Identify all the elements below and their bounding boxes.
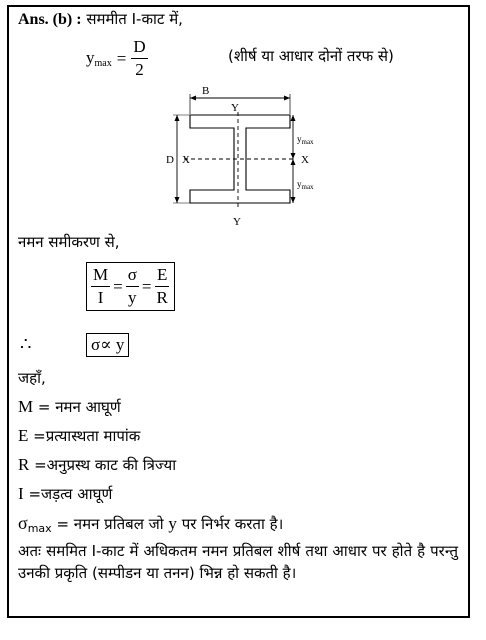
therefore-symbol: ∴ xyxy=(20,334,32,354)
definition-i: I =जड़त्व आघूर्ण xyxy=(18,484,113,503)
label-ymax-bottom: $y_{max}$ xyxy=(297,179,314,191)
equals-sign: = xyxy=(113,276,123,296)
label-d: D xyxy=(166,154,174,166)
answer-intro: सममीत I-काट में, xyxy=(86,10,183,28)
ymax-note: (शीर्ष या आधार दोनों तरफ से) xyxy=(228,47,394,65)
bending-heading: नमन समीकरण से, xyxy=(18,233,120,251)
proportional-relation: σ∝ y xyxy=(86,333,129,357)
ymax-symbol: $y_{max}$ xyxy=(86,48,112,69)
m-over-i-fraction: $\frac{M}{I}$ xyxy=(93,265,109,307)
arrow-head-icon xyxy=(291,197,296,203)
definition-e: E =प्रत्यास्थता मापांक xyxy=(18,426,141,445)
definition-m: M = नमन आघूर्ण xyxy=(18,397,121,416)
arrow-head-icon xyxy=(175,197,180,203)
answer-line xyxy=(18,9,183,29)
where-label: जहाँ, xyxy=(18,369,46,387)
conclusion-paragraph: अतः सममित I-काट में अधिकतम नमन प्रतिबल शीर्ष तथा आधार पर होते है परन्तु उनकी प्रकृति (सम्पीडन या तनन) भिन्न हो सकती है। xyxy=(18,542,458,582)
equals-sign: = xyxy=(116,48,127,68)
fraction-numerator: D xyxy=(131,36,147,59)
equals-sign: = xyxy=(141,276,152,296)
label-b: B xyxy=(202,85,210,97)
definition-sigma-max: $\sigma_{max}$ = नमन प्रतिबल जो y पर निर्भर करता है। xyxy=(18,513,284,535)
d-over-2-fraction xyxy=(131,36,147,81)
label-ymax-top: $y_{max}$ xyxy=(297,134,314,146)
ymax-formula xyxy=(86,36,148,81)
i-section-diagram xyxy=(160,82,330,232)
e-over-r-fraction: $\frac{E}{R}$ xyxy=(156,265,168,307)
arrow-head-icon xyxy=(291,115,296,121)
bending-equation xyxy=(86,262,175,311)
label-y-top: Y xyxy=(231,102,239,114)
arrow-head-icon xyxy=(284,96,290,101)
label-x-left: X xyxy=(182,154,190,166)
label-x-right: X xyxy=(301,154,309,166)
label-y-bottom: Y xyxy=(233,216,241,228)
sigma-over-y-fraction: $\frac{\sigma}{y}$ xyxy=(127,265,137,307)
arrow-head-icon xyxy=(190,96,196,101)
arrow-head-icon xyxy=(291,153,296,159)
definition-r: R =अनुप्रस्थ काट की त्रिज्या xyxy=(18,455,177,474)
arrow-head-icon xyxy=(291,159,296,165)
fraction-denominator: 2 xyxy=(135,60,144,79)
arrow-head-icon xyxy=(175,115,180,121)
answer-label: Ans. (b) : xyxy=(18,11,82,28)
